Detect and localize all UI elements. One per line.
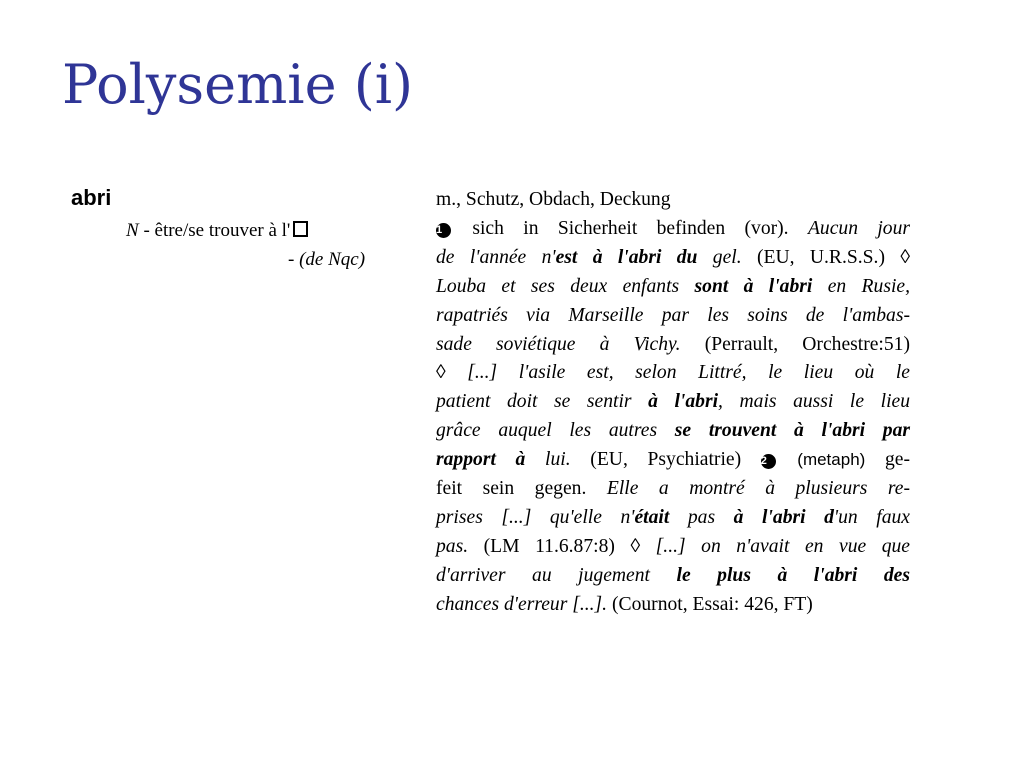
example-text: , mais aussi le lieu — [718, 391, 911, 413]
example-highlight: est à l'abri du — [555, 246, 698, 268]
article-line — [436, 244, 910, 273]
complement-text: - (de Nqc) — [288, 249, 366, 270]
example-highlight: se trouvent à l'abri par — [674, 420, 911, 442]
article-line — [436, 417, 910, 446]
example-source: (Perrault, Orchestre:51) — [680, 333, 910, 355]
sense1-gloss: sich in Sicherheit befinden (vor). — [453, 217, 808, 239]
example-text: Louba et ses deux enfants — [436, 275, 695, 297]
example-highlight: sont à l'abri — [694, 275, 813, 297]
example-text: gel. — [697, 246, 742, 268]
slide-title: Polysemie (i) — [62, 53, 414, 116]
sense2-gloss: feit sein gegen. — [436, 478, 607, 500]
article-line — [436, 591, 910, 620]
pattern-subject: N — [126, 220, 139, 241]
example-highlight: à l'abri — [648, 391, 719, 413]
slot-box-icon — [293, 221, 308, 237]
example-text: chances d'erreur [...]. — [436, 593, 608, 615]
example-text: Elle a montré à plusieurs re- — [606, 478, 910, 500]
article-line — [436, 562, 910, 591]
article-line — [436, 533, 910, 562]
example-highlight: à l'abri d — [733, 506, 834, 528]
example-highlight: le plus à l'abri des — [676, 564, 911, 586]
translations: m., Schutz, Obdach, Deckung — [436, 189, 671, 210]
example-text: en Rusie, — [812, 275, 910, 297]
article-line — [436, 186, 910, 215]
article-line — [436, 446, 910, 475]
example-text: 'un faux — [833, 506, 910, 528]
example-text: patient doit se sentir — [436, 391, 649, 413]
article-line — [436, 388, 910, 417]
example-text: [...] on n'avait en vue que — [655, 535, 911, 557]
article-line — [436, 302, 910, 331]
article-line — [436, 504, 910, 533]
entry-headword: abri — [71, 185, 112, 210]
sense-number-2-icon: 2 — [761, 454, 776, 469]
example-text: pas. — [436, 535, 469, 557]
article-line — [436, 273, 910, 302]
example-text: grâce auquel les autres — [436, 420, 675, 442]
example-text: ◊ [...] l'asile est, selon Littré, le lieu où le — [436, 362, 910, 384]
example-source: (EU, U.R.S.S.) ◊ — [741, 246, 911, 268]
sense-number-1-icon: 1 — [436, 223, 451, 238]
example-text: pas — [669, 506, 734, 528]
article-line — [436, 475, 910, 504]
example-text: sade soviétique à Vichy. — [436, 333, 681, 355]
dictionary-article — [436, 186, 910, 620]
example-text: Aucun jour — [807, 217, 911, 239]
example-text: de l'année n' — [436, 246, 556, 268]
example-highlight: rapport à — [436, 449, 526, 471]
example-source: (Cournot, Essai: 426, FT) — [607, 593, 813, 615]
example-text: prises [...] qu'elle n' — [436, 506, 635, 528]
article-line — [436, 359, 910, 388]
sense2-label: (metaph) — [777, 450, 866, 470]
article-line — [436, 215, 910, 244]
article-line — [436, 331, 910, 360]
example-source: (EU, Psychiatrie) — [570, 449, 761, 471]
example-source: (LM 11.6.87:8) ◊ — [468, 535, 656, 557]
example-text: d'arriver au jugement — [436, 564, 677, 586]
valency-complement — [288, 250, 365, 269]
example-text: rapatriés via Marseille par les soins de l'ambas- — [436, 304, 910, 326]
example-text: lui. — [525, 449, 571, 471]
sense2-gloss: ge- — [865, 449, 911, 471]
valency-pattern — [126, 221, 308, 240]
pattern-text: - être/se trouver à l' — [138, 220, 291, 241]
example-highlight: était — [634, 506, 670, 528]
